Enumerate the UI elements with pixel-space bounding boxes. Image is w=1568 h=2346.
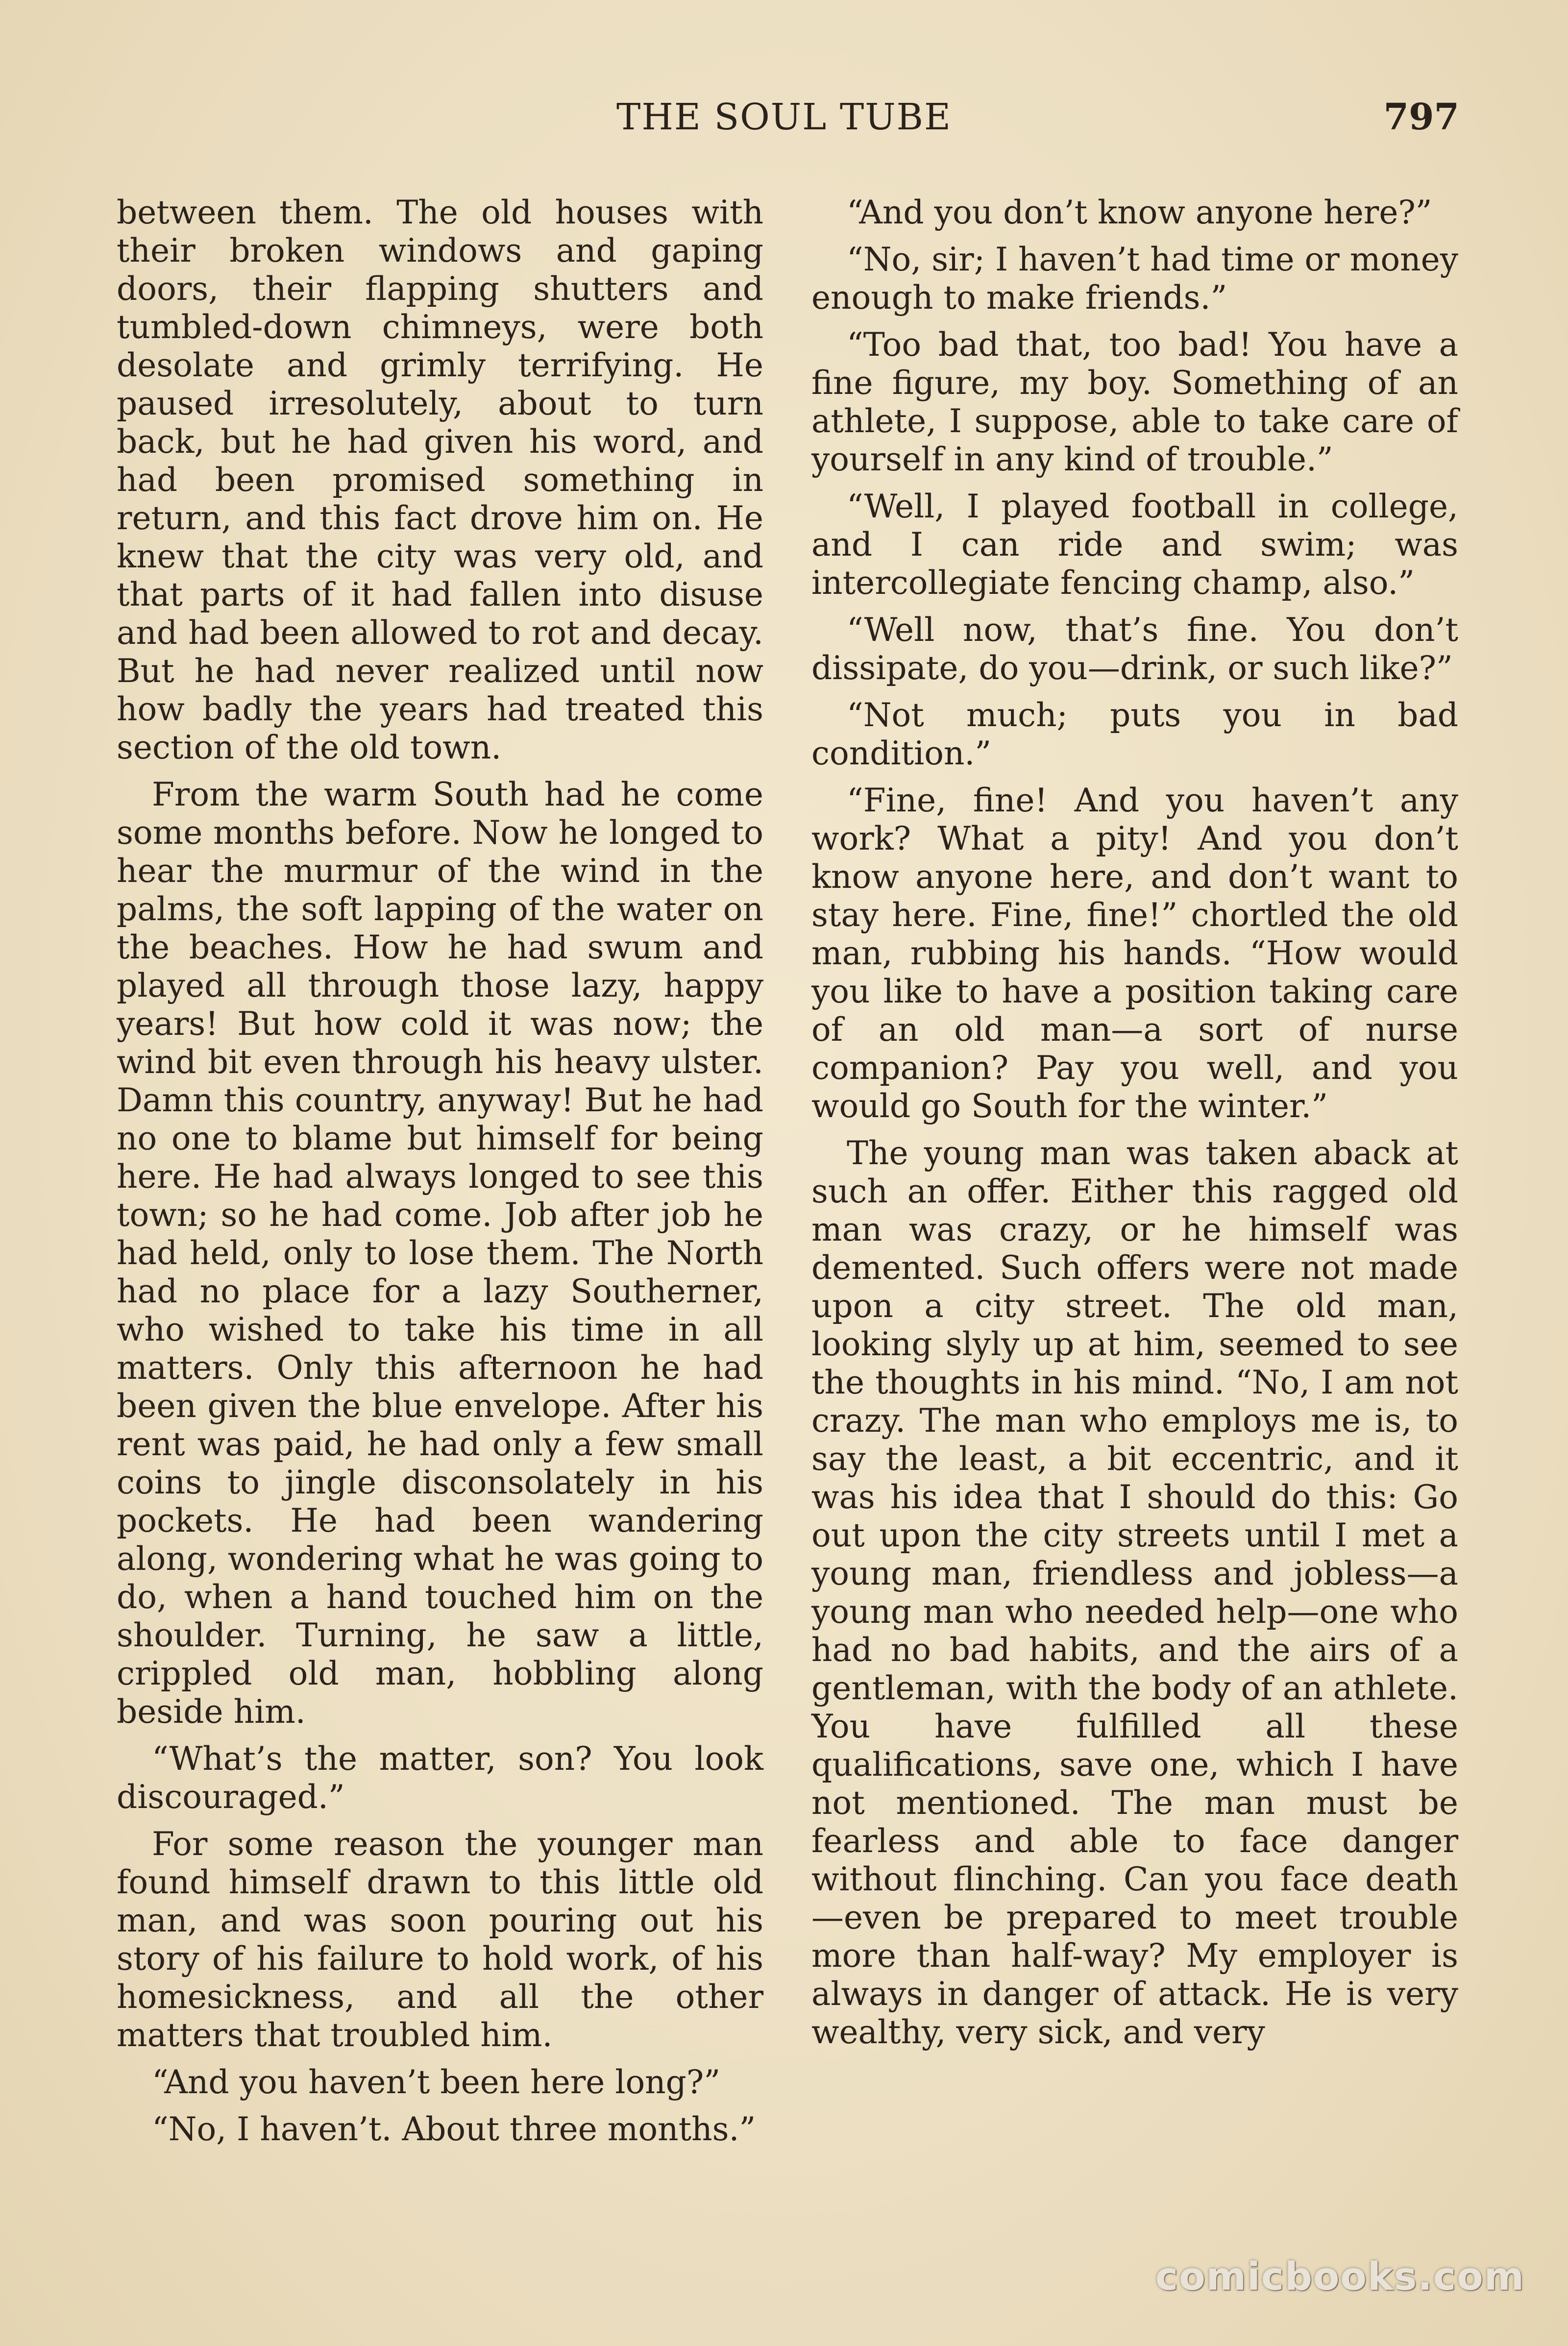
paragraph: “Well now, that’s fine. You don’t dissipate, do you—drink, or such like?” xyxy=(811,611,1458,687)
paragraph: “Too bad that, too bad! You have a fine figure, my boy. Something of an athlete, I suppose, able to take care of yourself in any kind of trouble.” xyxy=(811,326,1458,478)
left-column xyxy=(117,194,763,2157)
paragraph: “What’s the matter, son? You look discouraged.” xyxy=(117,1740,763,1816)
paragraph: “And you don’t know anyone here?” xyxy=(847,194,1432,231)
paragraph: From the warm South had he come some months before. Now he longed to hear the murmur of the wind in the palms, the soft lapping of the water on the beaches. How he had swum and played all through those lazy, happy years! But how cold it was now; the wind bit even through his heavy ulster. Damn this country, anyway! But he had no one to blame but himself for being here. He had always longed to see this town; so he had come. Job after job he had held, only to lose them. The North had no place for a lazy Southerner, who wished to take his time in all matters. Only this afternoon he had been given the blue envelope. After his rent was paid, he had only a few small coins to jingle disconsolately in his pockets. He had been wandering along, wondering what he was going to do, when a hand touched him on the shoulder. Turning, he saw a little, crippled old man, hobbling along beside him. xyxy=(117,776,763,1731)
paragraph: The young man was taken aback at such an offer. Either this ragged old man was crazy, or he himself was demented. Such offers were not made upon a city street. The old man, looking slyly up at him, seemed to see the thoughts in his mind. “No, I am not crazy. The man who employs me is, to say the least, a bit eccentric, and it was his idea that I should do this: Go out upon the city streets until I met a young man, friendless and jobless—a young man who needed help—one who had no bad habits, and the airs of a gentleman, with the body of an athlete. You have fulfilled all these qualifications, save one, which I have not mentioned. The man must be fearless and able to face danger without flinching. Can you face death—even be prepared to meet trouble more than half-way? My employer is always in danger of attack. He is very wealthy, very sick, and very xyxy=(811,1134,1458,2051)
page-number: 797 xyxy=(1383,96,1459,138)
paragraph: “No, sir; I haven’t had time or money enough to make friends.” xyxy=(811,241,1458,317)
right-column xyxy=(811,194,1458,2060)
paragraph: between them. The old houses with their broken windows and gaping doors, their flapping shutters and tumbled-down chimneys, were both desolate and grimly terrifying. He paused irresolutely, about to turn back, but he had given his word, and had been promised something in return, and this fact drove him on. He knew that the city was very old, and that parts of it had fallen into disuse and had been allowed to rot and decay. But he had never realized until now how badly the years had treated this section of the old town. xyxy=(117,194,763,766)
paragraph: For some reason the younger man found himself drawn to this little old man, and was soon pouring out his story of his failure to hold work, of his homesickness, and all the other matters that troubled him. xyxy=(117,1825,763,2054)
paragraph: “Fine, fine! And you haven’t any work? What a pity! And you don’t know anyone here, and don’t want to stay here. Fine, fine!” chortled the old man, rubbing his hands. “How would you like to have a position taking care of an old man—a sort of nurse companion? Pay you well, and you would go South for the winter.” xyxy=(811,782,1458,1125)
paragraph: “No, I haven’t. About three months.” xyxy=(152,2110,756,2148)
running-header xyxy=(0,96,1568,150)
watermark: comicbooks.com xyxy=(1155,2255,1525,2299)
paragraph: “And you haven’t been here long?” xyxy=(152,2063,721,2101)
paragraph: “Not much; puts you in bad condition.” xyxy=(811,696,1458,772)
paragraph: “Well, I played football in college, and I can ride and swim; was intercollegiate fencing champ, also.” xyxy=(811,488,1458,602)
running-title: THE SOUL TUBE xyxy=(616,96,952,138)
